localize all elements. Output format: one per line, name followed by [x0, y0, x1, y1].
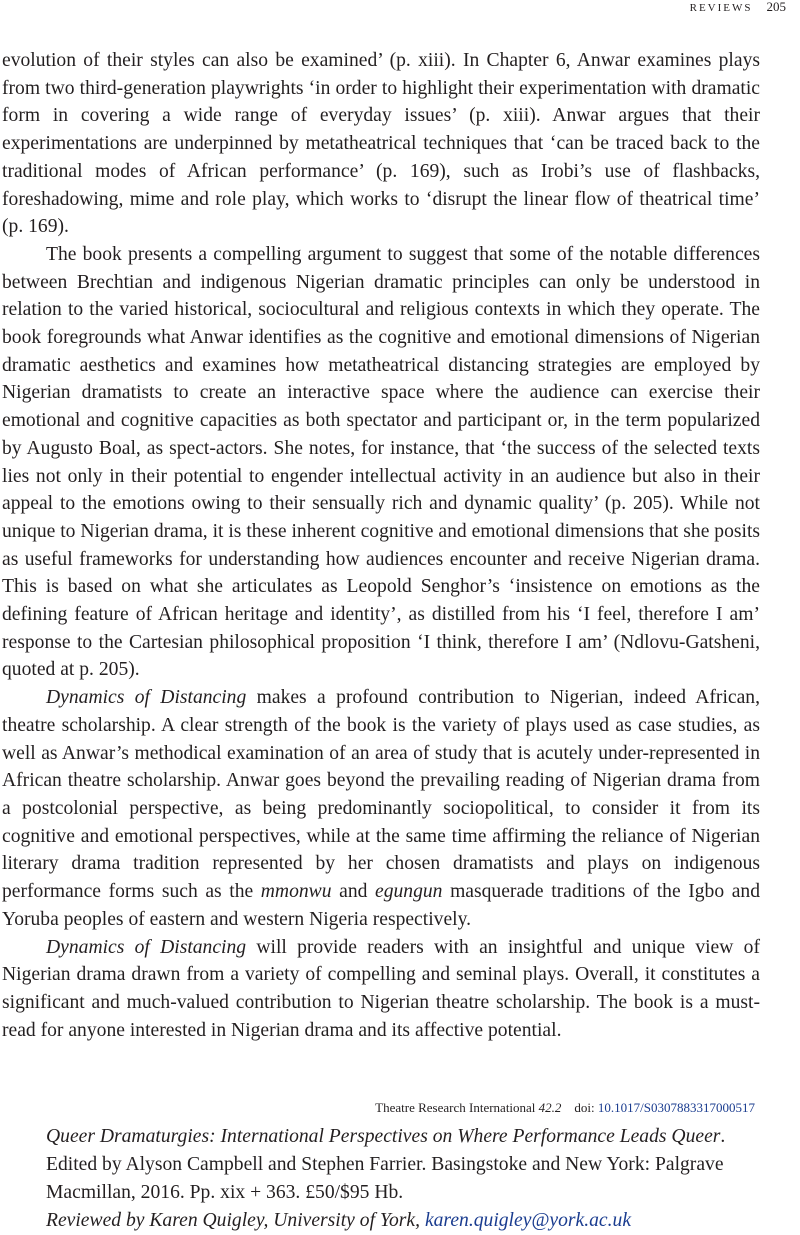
- text-run: will provide readers with an insightful and unique view of Nigerian drama drawn from a variety of compelling and seminal plays. Overall, it constitutes a significant and much-valued contribution to Nigerian theatre scholarship. The book is a must-read for anyone interested in Nigerian drama and its affective potential.: [2, 936, 760, 1041]
- running-head-section: REVIEWS: [689, 2, 753, 14]
- italic-run: Dynamics of Distancing: [46, 936, 247, 958]
- next-review-heading: [46, 1123, 756, 1235]
- text-run: masquerade traditions of the Igbo and Yoruba peoples of eastern and western Nigeria respectively.: [2, 881, 761, 930]
- book-details: . Edited by Alyson Campbell and Stephen Farrier. Basingstoke and New York: Palgrave Macmillan, 2016. Pp. xix + 363. £50/$95 Hb.: [46, 1126, 726, 1203]
- reviewer-line: Reviewed by Karen Quigley, University of York,: [46, 1210, 421, 1231]
- paragraph: [2, 684, 760, 933]
- citation-line: [375, 1099, 755, 1117]
- paragraph: [2, 934, 760, 1045]
- paragraph: [2, 241, 760, 684]
- running-head: [690, 0, 786, 14]
- text-run: evolution of their styles can also be examined’ (p. xiii). In Chapter 6, Anwar examines plays from two third-generation playwrights ‘in order to highlight their experimentation with dramatic form in covering a wide range of everyday issues’ (p. xiii). Anwar argues that their experimentations are underpinned by metatheatrical techniques that ‘can be traced back to the traditional modes of African performance’ (p. 169), such as Irobi’s use of flashbacks, foreshadowing, mime and role play, which works to ‘disrupt the linear flow of theatrical time’ (p. 169).: [2, 50, 760, 238]
- reviewer-email-link[interactable]: karen.quigley@york.ac.uk: [424, 1210, 632, 1231]
- doi-link[interactable]: 10.1017/S0307883317000517: [597, 1100, 755, 1115]
- italic-run: egungun: [375, 881, 443, 903]
- journal-name: Theatre Research International: [375, 1100, 536, 1115]
- review-body: [2, 47, 760, 1044]
- journal-volume: 42.2: [538, 1100, 562, 1115]
- paragraph: [2, 47, 760, 241]
- doi-label: doi:: [574, 1100, 595, 1115]
- italic-run: mmonwu: [260, 881, 332, 903]
- text-run: The book presents a compelling argument to suggest that some of the notable differences between Brechtian and indigenous Nigerian dramatic principles can only be understood in relation to the varied historical, sociocultural and religious contexts in which they operate. The book foregrounds what Anwar identifies as the cognitive and emotional dimensions of Nigerian dramatic aesthetics and examines how metatheatrical distancing strategies are employed by Nigerian dramatists to create an interactive space where the audience can exercise their emotional and cognitive capacities as both spectator and participant or, in the term popularized by Augusto Boal, as spect-actors. She notes, for instance, that ‘the success of the selected texts lies not only in their potential to engender intellectual activity in an audience but also in their appeal to the emotions owing to their sensually rich and dynamic quality’ (p. 205). While not unique to Nigerian drama, it is these inherent cognitive and emotional dimensions that she posits as useful frameworks for understanding how audiences encounter and receive Nigerian drama. This is based on what she articulates as Leopold Senghor’s ‘insistence on emotions as the defining feature of African heritage and identity’, as distilled from his ‘I feel, therefore I am’ response to the Cartesian philosophical proposition ‘I think, therefore I am’ (Ndlovu-Gatsheni, quoted at p. 205).: [2, 243, 761, 681]
- page-number: 205: [766, 0, 786, 14]
- book-title: Queer Dramaturgies: International Perspectives on Where Performance Leads Queer: [46, 1126, 721, 1147]
- italic-run: Dynamics of Distancing: [46, 687, 247, 709]
- text-run: and: [331, 881, 375, 903]
- text-run: makes a profound contribution to Nigerian, indeed African, theatre scholarship. A clear strength of the book is the variety of plays used as case studies, as well as Anwar’s methodical examination of an area of study that is acutely under-represented in African theatre scholarship. Anwar goes beyond the prevailing reading of Nigerian drama from a postcolonial perspective, as being predominantly sociopolitical, to consider it from its cognitive and emotional perspectives, while at the same time affirming the reliance of Nigerian literary drama tradition represented by her chosen dramatists and plays on indigenous performance forms such as the: [2, 687, 760, 903]
